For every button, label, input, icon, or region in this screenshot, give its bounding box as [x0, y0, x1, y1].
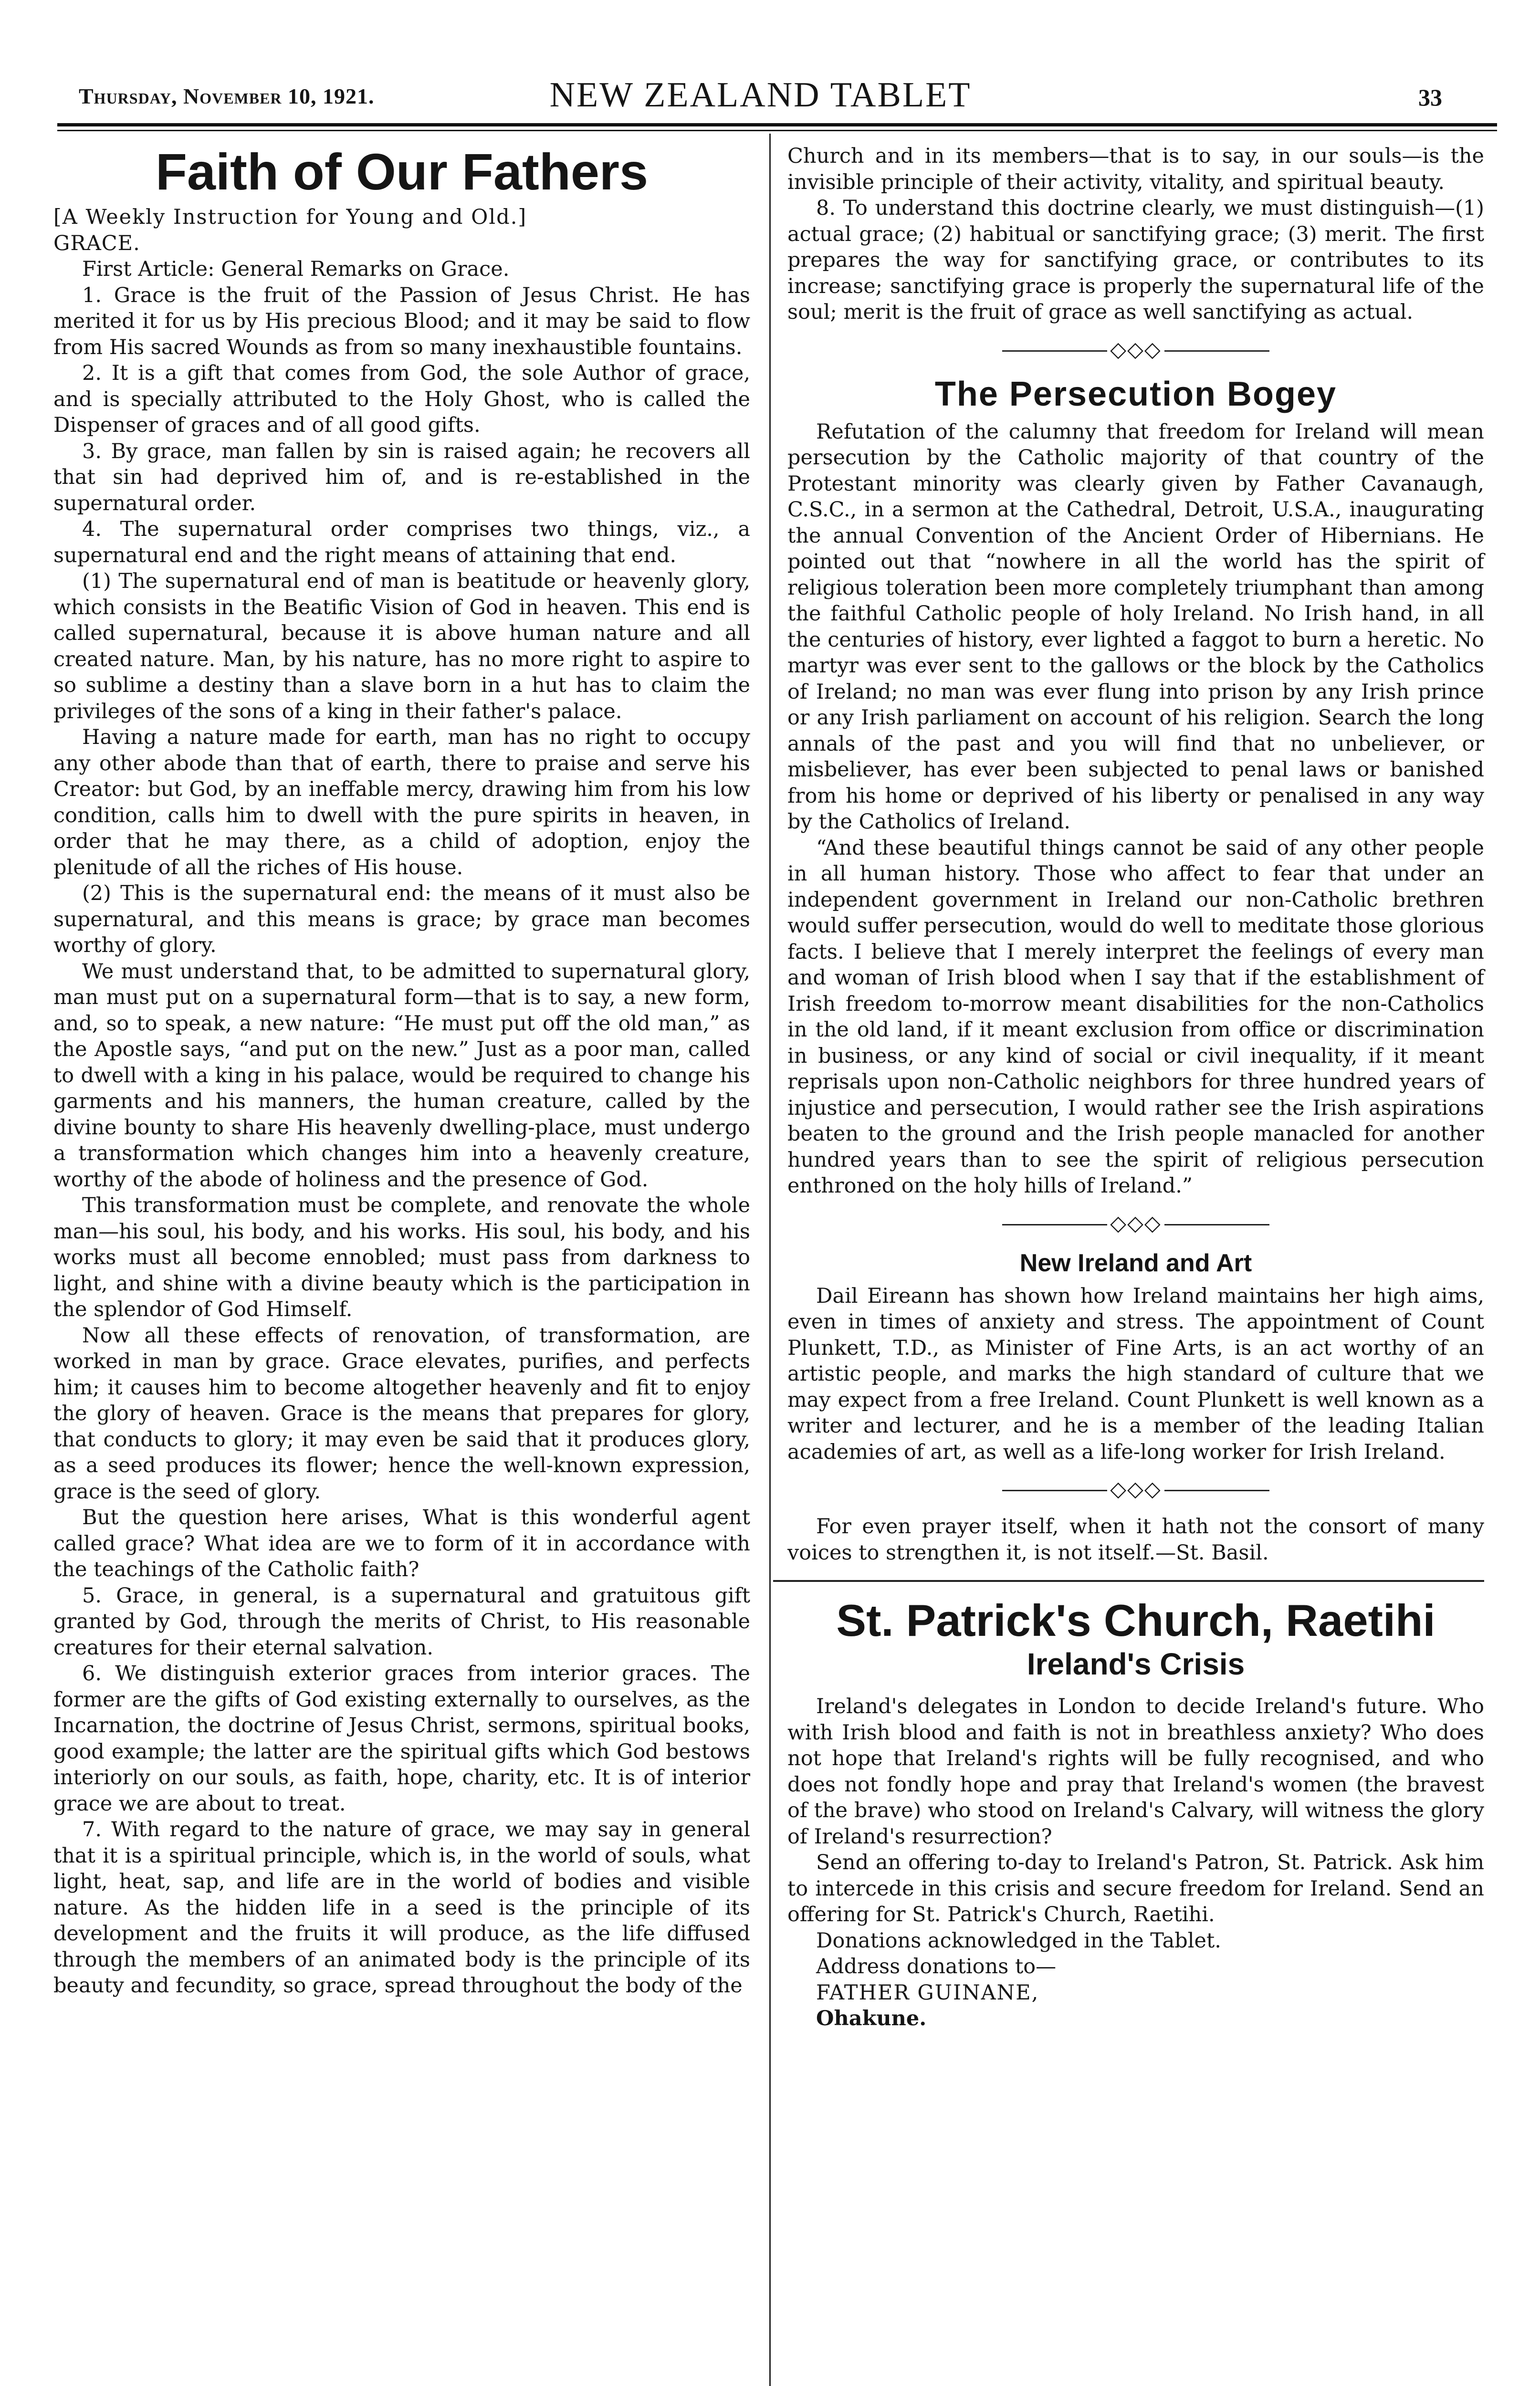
section-ornament: ◇◇◇ [787, 1477, 1484, 1501]
faith-paragraph: Now all these effects of renovation, of transformation, are worked in man by grace. Grace elevates, purifies, and perfects him; it causes him to become altogether heavenly and fit to enjoy the glory of heaven. Grace is the means that prepares for glory, that conducts to glory; it may even be said that it produces glory, as a seed produces its flower; hence the well-known expression, grace is the seed of glory. [53, 1323, 750, 1504]
column-divider [769, 134, 771, 2386]
faith-subtitle: [A Weekly Instruction for Young and Old.] [53, 205, 527, 229]
patrick-paragraph: Ireland's delegates in London to decide Ireland's future. Who with Irish blood and faith is not in breathless anxiety? Who does not hope that Ireland's rights will be fully recognised, and who does not fondly hope and pray that Ireland's women (the bravest of the brave) who stood on Ireland's Calvary, will witness the glory of Ireland's resurrection? [787, 1695, 1484, 1849]
faith-paragraph: 3. By grace, man fallen by sin is raised again; he recovers all that sin had deprived him of, and is re-established in the supernatural order. [53, 439, 750, 515]
faith-title: Faith of Our Fathers [155, 143, 649, 200]
patrick-title: St. Patrick's Church, Raetihi [836, 1595, 1435, 1645]
faith-paragraph: 5. Grace, in general, is a supernatural and gratuitous gift granted by God, through the merits of Christ, to His reasonable creatures for their eternal salvation. [53, 1583, 750, 1660]
page-number: 33 [1418, 84, 1442, 111]
patrick-paragraph: Send an offering to-day to Ireland's Patron, St. Patrick. Ask him to intercede in this crisis and secure freedom for Ireland. Send an offering for St. Patrick's Church, Raetihi. [787, 1851, 1484, 1926]
advert-rule [773, 1580, 1484, 1582]
faith-paragraph: (1) The supernatural end of man is beatitude or heavenly glory, which consists in the Beatific Vision of God in heaven. This end is called supernatural, because it is above human nature and all created nature. Man, by his nature, has no more right to aspire to so sublime a destiny than a slave born in a hut has to claim the privileges of the sons of a king in their father's palace. [53, 569, 750, 723]
faith-paragraph: 4. The supernatural order comprises two things, viz., a supernatural end and the right means of attaining that end. [53, 517, 750, 567]
patrick-paragraph: Address donations to— [816, 1955, 1057, 1978]
right-column [787, 143, 1484, 2032]
faith-paragraph: This transformation must be complete, and renovate the whole man—his soul, his body, and his works. His soul, his body, and his works must all become ennobled; must pass from darkness to light, and shine with a divine beauty which is the participation in the splendor of God Himself. [53, 1193, 750, 1321]
art-title: New Ireland and Art [1019, 1249, 1252, 1277]
left-column [53, 143, 750, 1999]
section-ornament: ◇◇◇ [787, 338, 1484, 362]
faith-paragraph: (2) This is the supernatural end: the means of it must also be supernatural, and this means is grace; by grace man becomes worthy of glory. [53, 881, 750, 957]
header-rule-thin [57, 130, 1497, 131]
newspaper-title: NEW ZEALAND TABLET [549, 75, 972, 115]
faith-paragraph: 2. It is a gift that comes from God, the sole Author of grace, and is specially attributed to the Holy Ghost, who is called the Dispenser of graces and of all good gifts. [53, 361, 750, 437]
bogey-title: The Persecution Bogey [934, 375, 1337, 413]
faith-paragraph: Having a nature made for earth, man has no right to occupy any other abode than that of earth, there to praise and serve his Creator: but God, by an ineffable mercy, drawing him from his low condition, calls him to dwell with the pure spirits in heaven, in order that he may there, as a child of adoption, enjoy the plenitude of all the riches of His house. [53, 725, 750, 879]
header-rule-thick [57, 123, 1497, 126]
bogey-paragraph: Refutation of the calumny that freedom for Ireland will mean persecution by the Catholic majority of that country of the Protestant minority was clearly given by Father Cavanaugh, C.S.C., in a sermon at the Cathedral, Detroit, U.S.A., inaugurating the annual Convention of the Ancient Order of Hibernians. He pointed out that “nowhere in all the world has the spirit of religious toleration been more completely triumphant than among the faithful Catholic people of holy Ireland. No Irish hand, in all the centuries of history, ever lighted a faggot to burn a heretic. No martyr was ever sent to the gallows or the block by the Catholics of Ireland; no man was ever flung into prison by any Irish prince or any Irish parliament on account of his religion. Search the long annals of the past and you will find that no unbeliever, or misbeliever, has ever been subjected to penal laws or banished from his home or deprived of his liberty or penalised in any way by the Catholics of Ireland. [787, 419, 1484, 834]
faith-paragraph: We must understand that, to be admitted to supernatural glory, man must put on a supernatural form—that is to say, a new form, and, so to speak, a new nature: “He must put off the old man,” as the Apostle says, “and put on the new.” Just as a poor man, called to dwell with a king in his palace, would be required to change his garments and his manners, the human creature, called by the divine bounty to share His heavenly dwelling-place, must undergo a transformation which changes him into a heavenly creature, worthy of the abode of holiness and the presence of God. [53, 959, 750, 1192]
patrick-paragraph: Donations acknowledged in the Tablet. [816, 1928, 1221, 1953]
faith-paragraph: First Article: General Remarks on Grace. [82, 257, 510, 281]
signature-place: Ohakune. [816, 2007, 927, 2030]
faith-paragraph: 8. To understand this doctrine clearly, we must distinguish—(1) actual grace; (2) habitual or sanctifying grace; (3) merit. The first prepares the way for sanctifying grace, or contributes to its increase; sanctifying grace is properly the supernatural life of the soul; merit is the fruit of grace as well sanctifying as actual. [787, 196, 1484, 324]
st-basil-quote: For even prayer itself, when it hath not the consort of many voices to strengthen it, is not itself.—St. Basil. [787, 1515, 1484, 1565]
patrick-subtitle: Ireland's Crisis [1027, 1647, 1245, 1681]
section-ornament: ◇◇◇ [787, 1212, 1484, 1235]
art-paragraph: Dail Eireann has shown how Ireland maintains her high aims, even in times of anxiety and stress. The appointment of Count Plunkett, T.D., as Minister of Fine Arts, is an act worthy of an artistic people, and marks the high standard of culture that we may expect from a free Ireland. Count Plunkett is well known as a writer and lecturer, and he is a member of the leading Italian academies of art, as well as a life-long worker for Irish Ireland. [787, 1284, 1484, 1464]
faith-continuation: Church and in its members—that is to say, in our souls—is the invisible principle of their activity, vitality, and spiritual beauty. [787, 144, 1484, 194]
issue-date: Thursday, November 10, 1921. [79, 84, 375, 108]
faith-section-heading: GRACE. [53, 231, 140, 255]
bogey-paragraph: “And these beautiful things cannot be said of any other people in all human history. Those who affect to fear that under an independent government in Ireland our non-Catholic brethren would suffer persecution, would do well to meditate those glorious facts. I believe that I merely interpret the feelings of every man and woman of Irish blood when I say that if the establishment of Irish freedom to-morrow meant disabilities for the non-Catholics in the old land, if it meant exclusion from office or discrimination in business, or any kind of social or civil inequality, if it meant reprisals upon non-Catholic neighbors for three hundred years of injustice and persecution, I would rather see the Irish aspirations beaten to the ground and the Irish people manacled for another hundred years than to see the spirit of religious persecution enthroned on the holy hills of Ireland.” [787, 836, 1484, 1198]
faith-paragraph: 1. Grace is the fruit of the Passion of Jesus Christ. He has merited it for us by His precious Blood; and it may be said to flow from His sacred Wounds as from so many inexhaustible fountains. [53, 283, 750, 359]
faith-paragraph: 7. With regard to the nature of grace, we may say in general that it is a spiritual principle, which is, in the world of souls, what light, heat, sap, and life are in the world of bodies and visible nature. As the hidden life in a seed is the principle of its development and the fruits it will produce, as the life diffused through the members of an animated body is the principle of its beauty and fecundity, so grace, spread throughout the body of the [53, 1818, 750, 1998]
faith-paragraph: 6. We distinguish exterior graces from interior graces. The former are the gifts of God existing externally to ourselves, as the Incarnation, the doctrine of Jesus Christ, sermons, spiritual books, good example; the latter are the spiritual gifts which God bestows interiorly on our souls, as faith, hope, charity, etc. It is of interior grace we are about to treat. [53, 1662, 750, 1816]
faith-paragraph: But the question here arises, What is this wonderful agent called grace? What idea are we to form of it in accordance with the teachings of the Catholic faith? [53, 1506, 750, 1581]
signature-name: FATHER GUINANE, [816, 1980, 1039, 2005]
